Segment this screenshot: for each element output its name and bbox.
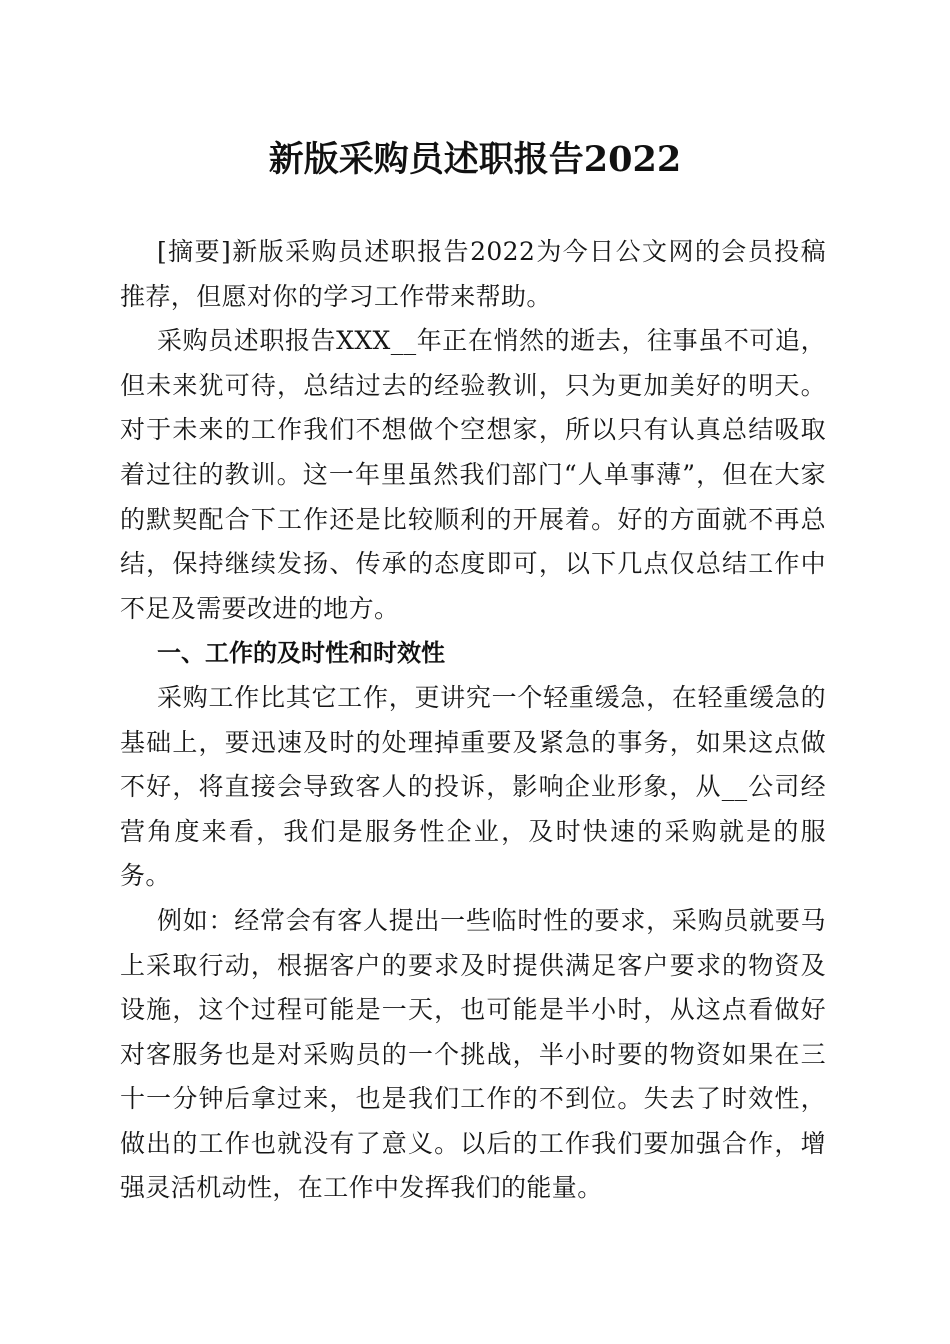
body-paragraph: 采购工作比其它工作，更讲究一个轻重缓急，在轻重缓急的基础上，要迅速及时的处理掉重要及紧急的事务，如果这点做不好，将直接会导致客人的投诉，影响企业形象，从__公司经营角度来看，我们是服务性企业，及时快速的采购就是的服务。 bbox=[120, 682, 826, 891]
body-paragraph: 采购员述职报告XXX__年正在悄然的逝去，往事虽不可追，但未来犹可待，总结过去的经验教训，只为更加美好的明天。对于未来的工作我们不想做个空想家，所以只有认真总结吸取着过往的教训。这一年里虽然我们部门“人单事薄”，但在大家的默契配合下工作还是比较顺利的开展着。好的方面就不再总结，保持继续发扬、传承的态度即可，以下几点仅总结工作中不足及需要改进的地方。 bbox=[120, 326, 826, 623]
document-title: 新版采购员述职报告2022 bbox=[268, 139, 682, 180]
section-heading: 一、工作的及时性和时效性 bbox=[157, 639, 445, 668]
summary-paragraph: [摘要]新版采购员述职报告2022为今日公文网的会员投稿推荐，但愿对你的学习工作带来帮助。 bbox=[120, 237, 826, 311]
document-body bbox=[120, 230, 826, 1211]
body-paragraph: 例如：经常会有客人提出一些临时性的要求，采购员就要马上采取行动，根据客户的要求及时提供满足客户要求的物资及设施，这个过程可能是一天，也可能是半小时，从这点看做好对客服务也是对采购员的一个挑战，半小时要的物资如果在三十一分钟后拿过来，也是我们工作的不到位。失去了时效性，做出的工作也就没有了意义。以后的工作我们要加强合作，增强灵活机动性，在工作中发挥我们的能量。 bbox=[120, 905, 826, 1203]
